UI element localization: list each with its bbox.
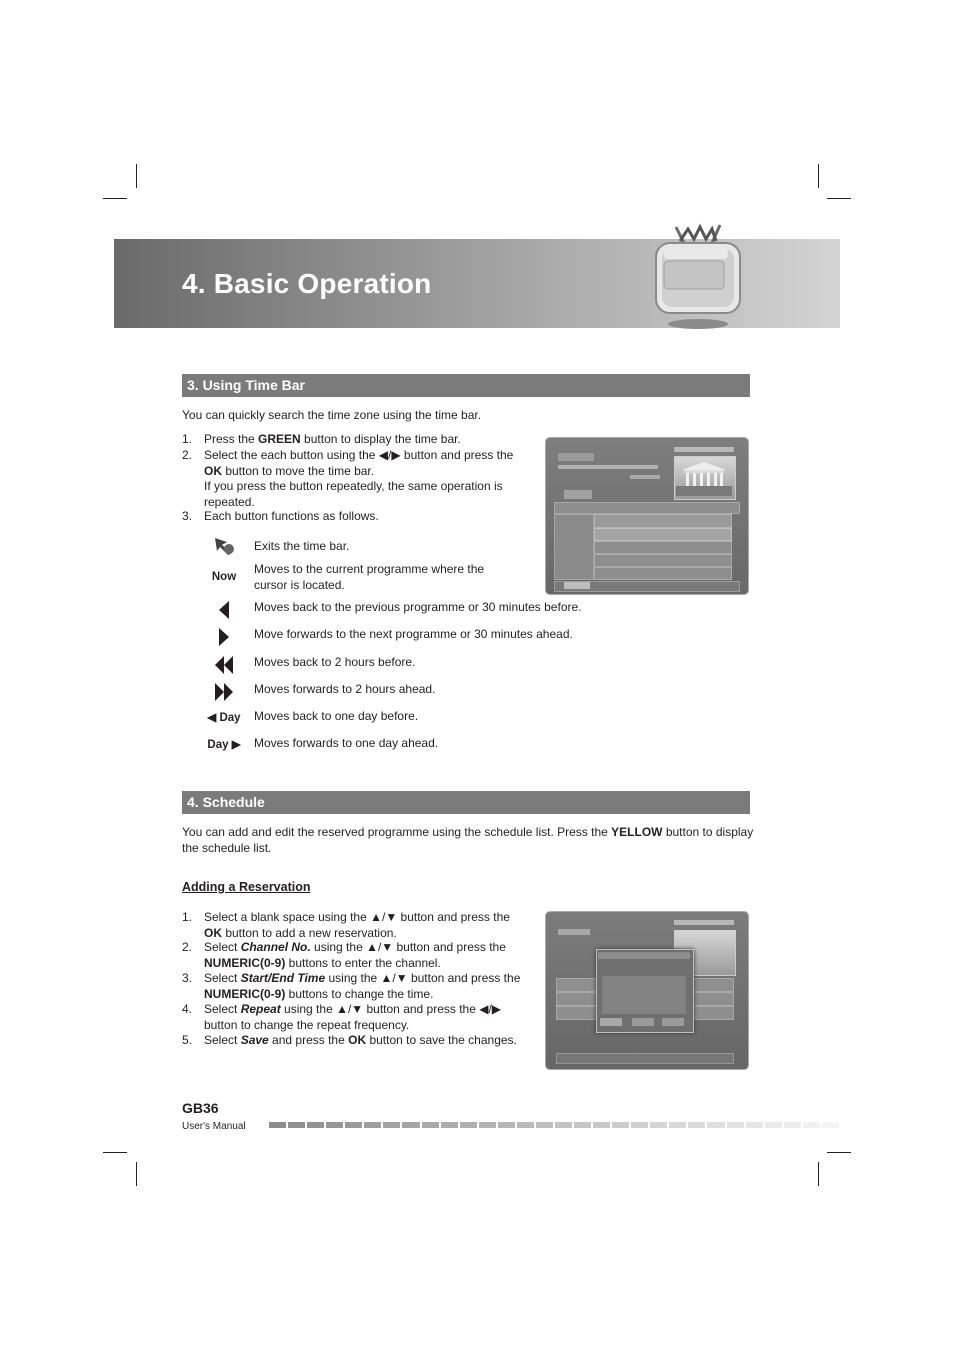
schedule-screenshot	[545, 911, 749, 1070]
section-heading-schedule: 4. Schedule	[182, 791, 750, 814]
footer-bar-segment	[727, 1122, 744, 1128]
chapter-banner	[114, 239, 840, 328]
schedule-step-3: Select Start/End Time using the ▲/▼ button and press the NUMERIC(0-9) buttons to change the time.	[204, 971, 521, 1001]
footer-bar-segment	[364, 1122, 381, 1128]
footer-bar-segment	[536, 1122, 553, 1128]
footer-bar-segment	[345, 1122, 362, 1128]
footer-bar-segment	[307, 1122, 324, 1128]
footer-bar-segment	[383, 1122, 400, 1128]
footer-bar-segment	[688, 1122, 705, 1128]
footer-bar-segment	[326, 1122, 343, 1128]
footer-bar-segment	[631, 1122, 648, 1128]
footer-bar-segment	[612, 1122, 629, 1128]
schedule-intro: You can add and edit the reserved programme using the schedule list. Press the YELLOW button to display the schedule list.	[182, 825, 754, 855]
time-bar-step-2: Select the each button using the ◀/▶ button and press the OK button to move the time bar. If you press the button repeatedly, the same operation is repeated.	[204, 448, 514, 509]
next-icon	[205, 626, 243, 648]
page-number: GB36	[182, 1100, 219, 1116]
footer-bar-segment	[574, 1122, 591, 1128]
footer-bar-segment	[269, 1122, 286, 1128]
now-label: Now	[211, 571, 237, 583]
footer-bar-segment	[707, 1122, 724, 1128]
section-heading-time-bar: 3. Using Time Bar	[182, 374, 750, 397]
day-back-label: ◀ Day	[207, 712, 241, 724]
tv-icon	[650, 221, 746, 331]
footer-bar-segment	[822, 1122, 839, 1128]
rewind-icon	[205, 654, 243, 676]
footer-bar-segment	[669, 1122, 686, 1128]
footer-bar-segment	[650, 1122, 667, 1128]
footer-bar-segment	[422, 1122, 439, 1128]
footer-bar-segment	[498, 1122, 515, 1128]
footer-decorative-bar	[269, 1122, 839, 1128]
fast-forward-icon	[205, 681, 243, 703]
schedule-step-2: Select Channel No. using the ▲/▼ button and press the NUMERIC(0-9) buttons to enter the channel.	[204, 940, 506, 970]
time-bar-step-3: Each button functions as follows.	[204, 509, 379, 523]
adding-reservation-subheading: Adding a Reservation	[182, 880, 311, 894]
footer-bar-segment	[555, 1122, 572, 1128]
footer-bar-segment	[402, 1122, 419, 1128]
prev-icon	[205, 599, 243, 621]
footer-bar-segment	[441, 1122, 458, 1128]
footer-bar-segment	[803, 1122, 820, 1128]
footer-bar-segment	[593, 1122, 610, 1128]
schedule-step-1: Select a blank space using the ▲/▼ button and press the OK button to add a new reservation.	[204, 910, 510, 940]
footer-bar-segment	[746, 1122, 763, 1128]
time-bar-step-1: Press the GREEN button to display the time bar.	[204, 432, 461, 446]
footer-bar-segment	[288, 1122, 305, 1128]
footer-bar-segment	[765, 1122, 782, 1128]
schedule-step-5: Select Save and press the OK button to save the changes.	[204, 1033, 517, 1047]
footer-bar-segment	[479, 1122, 496, 1128]
time-bar-screenshot	[545, 437, 749, 595]
manual-label: User's Manual	[182, 1121, 246, 1132]
time-bar-intro: You can quickly search the time zone using the time bar.	[182, 408, 482, 422]
exit-icon	[205, 535, 243, 557]
footer-bar-segment	[784, 1122, 801, 1128]
chapter-title: 4. Basic Operation	[182, 268, 432, 299]
day-forward-label: Day ▶	[207, 739, 241, 751]
schedule-step-4: Select Repeat using the ▲/▼ button and press the ◀/▶ button to change the repeat frequency.	[204, 1002, 502, 1032]
footer-bar-segment	[460, 1122, 477, 1128]
footer-bar-segment	[517, 1122, 534, 1128]
